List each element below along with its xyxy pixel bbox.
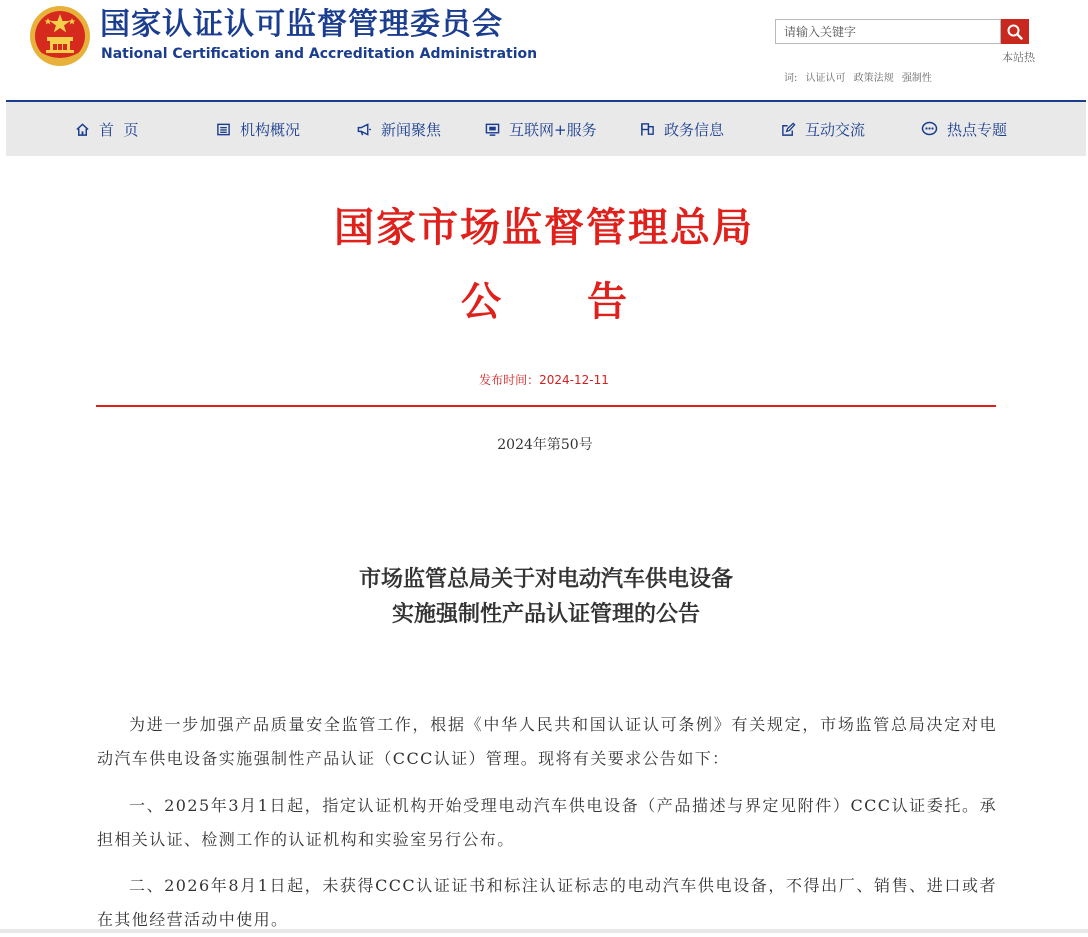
site-title-en[interactable]: National Certification and Accreditation Administration	[101, 46, 538, 62]
hotword-link[interactable]: 政策法规	[853, 73, 894, 84]
document-flag-icon	[640, 122, 655, 137]
paragraph-text: 二、2026年8月1日起，未获得CCC认证证书和标注认证标志的电动汽车供电设备，不得出厂、销售、进口或者在其他经营活动中使用。	[97, 876, 997, 929]
publish-date: 发布时间：2024-12-11	[479, 373, 609, 387]
chat-icon	[921, 121, 938, 137]
body-paragraph	[97, 789, 997, 857]
search-button[interactable]	[1001, 19, 1029, 44]
nav-item-interaction[interactable]	[781, 102, 865, 156]
nav-item-label: 互动交流	[805, 120, 866, 139]
site-search-label: 本站热	[1002, 51, 1035, 64]
nav-item-label: 新闻聚焦	[381, 120, 442, 139]
nav-item-government-info[interactable]	[640, 102, 724, 156]
hotword-link[interactable]: 认证认可	[805, 73, 846, 84]
home-icon	[75, 122, 90, 137]
search-icon	[1006, 23, 1024, 41]
nav-item-label: 互联网+服务	[509, 120, 597, 139]
megaphone-icon	[356, 122, 372, 137]
hotwords	[784, 69, 937, 84]
body-paragraph	[97, 708, 997, 776]
nav-item-hot-topics[interactable]	[921, 102, 1007, 156]
doc-number: 2024年第50号	[497, 437, 593, 453]
hotword-link[interactable]: 强制性	[901, 73, 932, 84]
doc-title-line: 实施强制性产品认证管理的公告	[391, 601, 700, 627]
list-icon	[216, 122, 231, 137]
body-paragraph	[97, 869, 997, 937]
search-box	[775, 19, 1001, 44]
nav-item-label: 政务信息	[664, 120, 725, 139]
nav-item-about[interactable]	[216, 102, 300, 156]
nav-item-label: 机构概况	[240, 120, 301, 139]
main-nav	[6, 100, 1086, 156]
site-title-cn[interactable]: 国家认证认可监督管理委员会	[100, 7, 503, 42]
monitor-icon	[485, 122, 500, 137]
hotwords-label: 词:	[784, 73, 798, 84]
notice-type-left: 公	[461, 278, 501, 325]
doc-title-line: 市场监管总局关于对电动汽车供电设备	[358, 566, 733, 592]
nav-item-label: 热点专题	[947, 120, 1008, 139]
paragraph-text: 为进一步加强产品质量安全监管工作，根据《中华人民共和国认证认可条例》有关规定，市场监管总局决定对电动汽车供电设备实施强制性产品认证（CCC认证）管理。现将有关要求公告如下：	[97, 715, 997, 768]
red-divider	[96, 405, 996, 407]
search-input[interactable]	[776, 20, 998, 43]
edit-icon	[781, 122, 796, 137]
notice-type-right: 告	[587, 278, 627, 325]
nav-item-internet-services[interactable]	[485, 102, 597, 156]
paragraph-text: 一、2025年3月1日起，指定认证机构开始受理电动汽车供电设备（产品描述与界定见附件）CCC认证委托。承担相关认证、检测工作的认证机构和实验室另行公布。	[97, 796, 997, 849]
notice-issuer: 国家市场监督管理总局	[334, 204, 754, 251]
nav-item-news[interactable]	[356, 102, 441, 156]
site-header	[0, 0, 1088, 100]
window-bottom-edge	[0, 929, 1088, 933]
notice-type	[0, 272, 1088, 332]
national-emblem-icon[interactable]	[28, 4, 92, 68]
nav-item-home[interactable]	[75, 102, 139, 156]
nav-item-label: 首 页	[99, 120, 139, 139]
